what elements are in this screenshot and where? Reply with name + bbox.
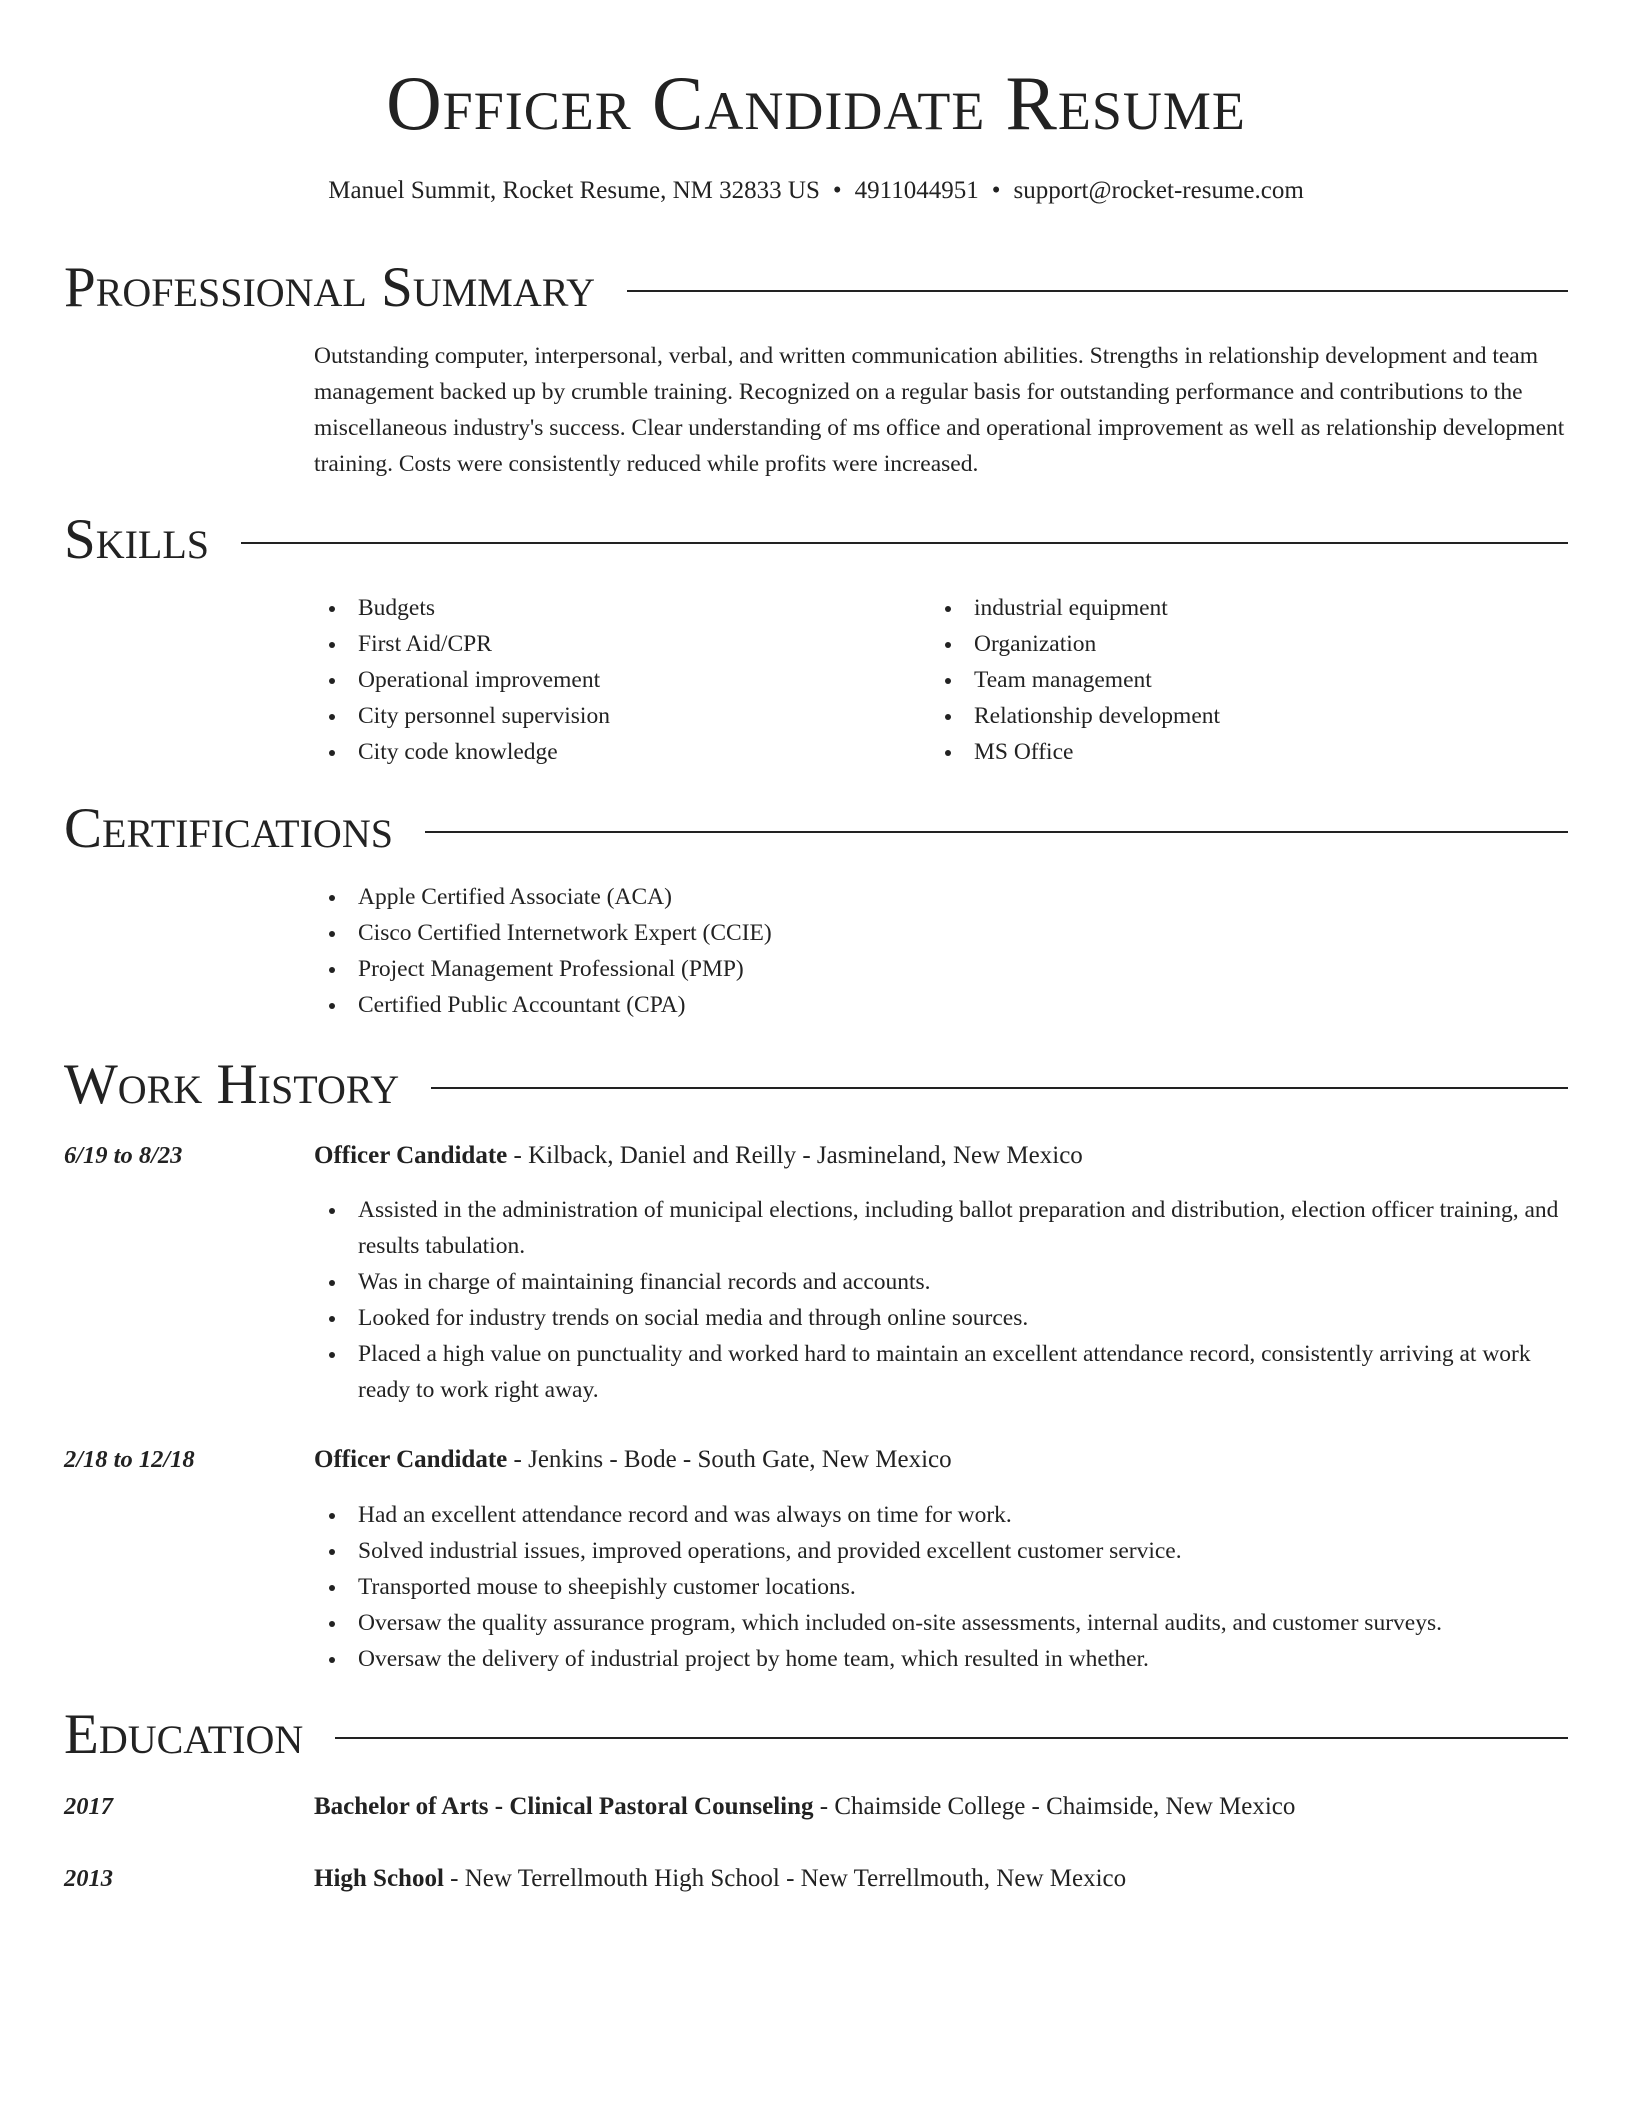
job-header: [314, 1139, 1568, 1173]
certifications-heading: Certifications: [64, 797, 393, 860]
job-bullet: Had an excellent attendance record and was always on time for work.: [314, 1497, 1568, 1533]
section-divider: [241, 542, 1568, 544]
skill-item: City personnel supervision: [314, 698, 914, 734]
work-history-heading: Work History: [64, 1053, 400, 1116]
job-bullet: Assisted in the administration of municipal elections, including ballot preparation and distribution, election officer training, and results tabulation.: [314, 1192, 1568, 1264]
job-bullet: Placed a high value on punctuality and worked hard to maintain an excellent attendance record, consistently arriving at work ready to work right away.: [314, 1336, 1568, 1408]
job-bullets: [314, 1497, 1568, 1677]
job-employer: - Kilback, Daniel and Reilly - Jasmineland, New Mexico: [507, 1142, 1083, 1169]
job-dates: 2/18 to 12/18: [64, 1446, 195, 1473]
job-bullets: [314, 1192, 1568, 1408]
resume-title: Officer Candidate Resume: [386, 60, 1246, 146]
skill-item: MS Office: [930, 734, 1530, 770]
job-bullet: Oversaw the delivery of industrial project by home team, which resulted in whether.: [314, 1641, 1568, 1677]
summary-heading: Professional Summary: [64, 256, 596, 319]
section-divider: [627, 290, 1568, 292]
section-divider: [431, 1087, 1568, 1089]
job-bullet: Transported mouse to sheepishly customer locations.: [314, 1569, 1568, 1605]
education-entry: [314, 1790, 1568, 1824]
skill-item: First Aid/CPR: [314, 626, 914, 662]
education-degree: Bachelor of Arts - Clinical Pastoral Counseling: [314, 1793, 814, 1820]
skills-section-header: [64, 507, 1568, 573]
summary-section-header: [64, 255, 1568, 321]
summary-text: Outstanding computer, interpersonal, verbal, and written communication abilities. Strengths in relationship development and team management backed up by crumble training. Recognized on a regular basis for outstanding performance and contributions to the miscellaneous industry's success. Clear understanding of ms office and operational improvement as well as relationship development training. Costs were consistently reduced while profits were increased.: [314, 343, 1565, 477]
section-divider: [335, 1737, 1568, 1739]
education-heading: Education: [64, 1703, 304, 1766]
skill-item: Operational improvement: [314, 662, 914, 698]
skill-item: industrial equipment: [930, 590, 1530, 626]
education-year: 2013: [64, 1865, 113, 1892]
contact-phone: 4911044951: [854, 177, 979, 204]
job-dates: 6/19 to 8/23: [64, 1142, 183, 1169]
skill-item: Team management: [930, 662, 1530, 698]
skill-item: Relationship development: [930, 698, 1530, 734]
certifications-list: [314, 879, 1568, 1023]
work-history-section-header: [64, 1052, 1568, 1118]
certification-item: Cisco Certified Internetwork Expert (CCIE): [314, 915, 1568, 951]
skills-list-left: [314, 590, 914, 770]
education-degree: High School: [314, 1865, 444, 1892]
job-header: [314, 1443, 1568, 1477]
skills-list-right: [930, 590, 1530, 770]
job-title: Officer Candidate: [314, 1446, 508, 1473]
certifications-section-header: [64, 796, 1568, 862]
section-divider: [425, 831, 1568, 833]
contact-email: support@rocket-resume.com: [1013, 177, 1304, 204]
education-school: - Chaimside College - Chaimside, New Mexico: [813, 1793, 1296, 1820]
contact-address: Manuel Summit, Rocket Resume, NM 32833 US: [328, 177, 820, 204]
education-section-header: [64, 1702, 1568, 1768]
skill-item: Organization: [930, 626, 1530, 662]
certification-item: Apple Certified Associate (ACA): [314, 879, 1568, 915]
job-bullet: Oversaw the quality assurance program, which included on-site assessments, internal audits, and customer surveys.: [314, 1605, 1568, 1641]
education-school: - New Terrellmouth High School - New Terrellmouth, New Mexico: [443, 1865, 1127, 1892]
job-bullet: Looked for industry trends on social media and through online sources.: [314, 1300, 1568, 1336]
skills-heading: Skills: [64, 508, 210, 571]
education-year: 2017: [64, 1793, 113, 1820]
contact-line: [0, 174, 1632, 208]
contact-separator: •: [991, 177, 1001, 204]
certification-item: Project Management Professional (PMP): [314, 951, 1568, 987]
skill-item: Budgets: [314, 590, 914, 626]
job-employer: - Jenkins - Bode - South Gate, New Mexico: [507, 1446, 952, 1473]
job-bullet: Solved industrial issues, improved operations, and provided excellent customer service.: [314, 1533, 1568, 1569]
job-title: Officer Candidate: [314, 1142, 508, 1169]
job-bullet: Was in charge of maintaining financial records and accounts.: [314, 1264, 1568, 1300]
contact-separator: •: [832, 177, 842, 204]
certification-item: Certified Public Accountant (CPA): [314, 987, 1568, 1023]
skill-item: City code knowledge: [314, 734, 914, 770]
education-entry: [314, 1862, 1568, 1896]
